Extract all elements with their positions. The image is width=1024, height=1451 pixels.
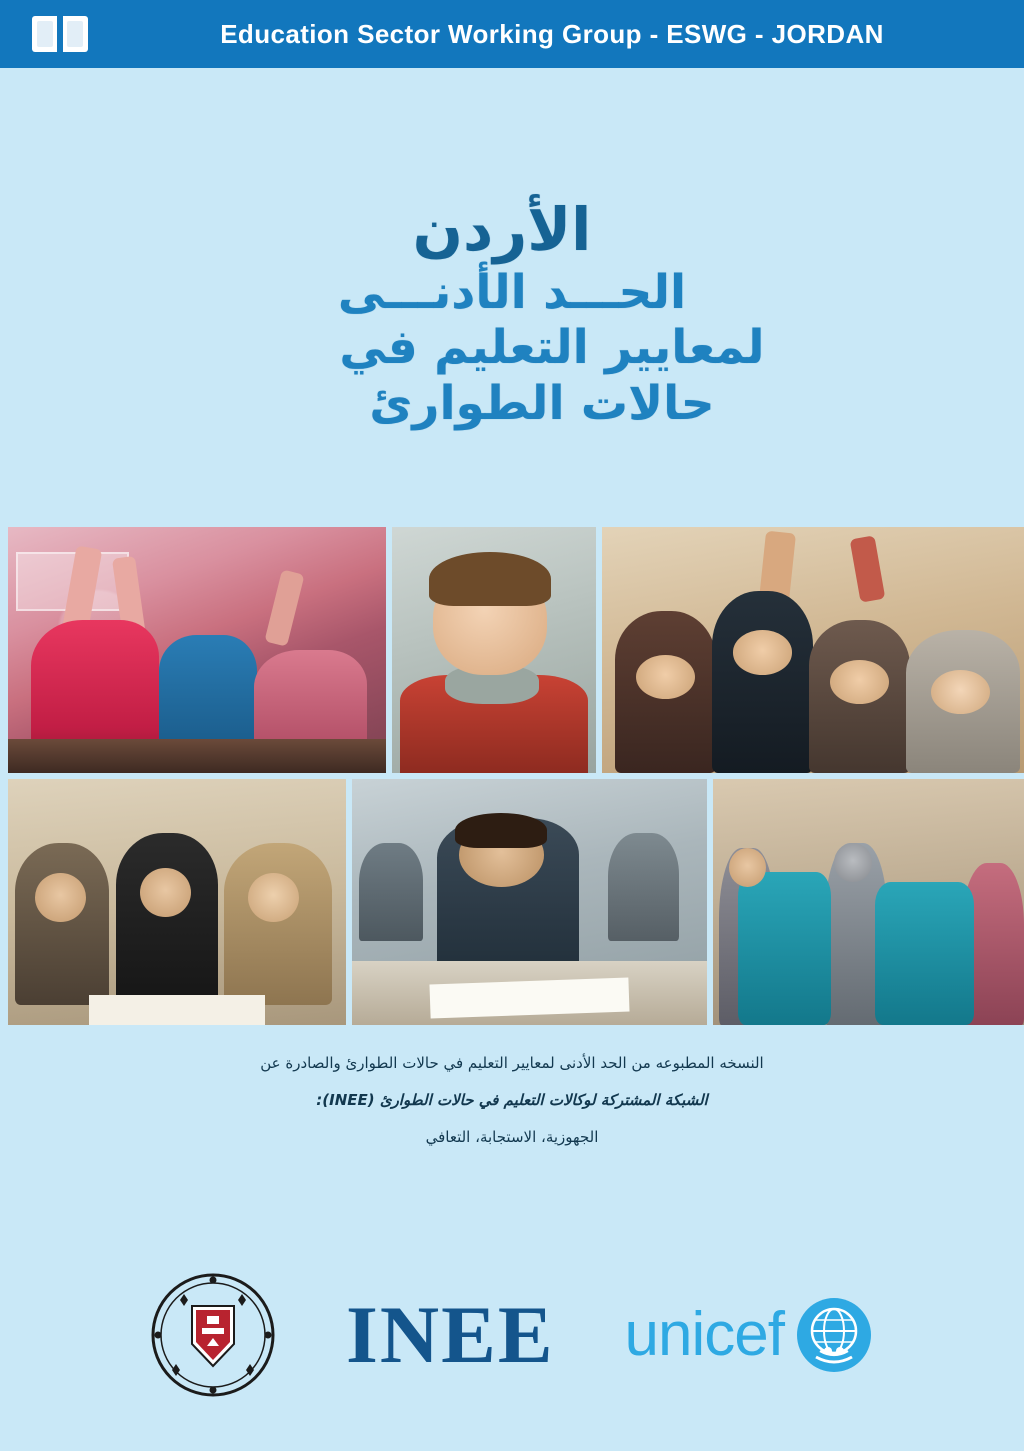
title-line-3: لمعايير التعليم في	[339, 320, 765, 376]
unicef-wordmark: unicef	[624, 1300, 784, 1369]
title-line-4: حالات الطوارئ	[369, 375, 715, 431]
unicef-globe-icon	[794, 1295, 874, 1375]
girls-in-headscarves-raising-hands	[602, 527, 1024, 773]
logo-row	[0, 1270, 1024, 1400]
cover-caption	[0, 1045, 1024, 1155]
classroom-children-raising-hands	[8, 527, 386, 773]
title-line-2: الحـــد الأدنـــى	[337, 264, 687, 320]
unicef-logo	[625, 1295, 874, 1375]
children-with-backpacks	[713, 779, 1024, 1025]
three-girls-in-tent-classroom	[8, 779, 346, 1025]
photo-row-top	[8, 527, 1024, 773]
smiling-boy-portrait	[392, 527, 596, 773]
boy-writing-at-desk	[352, 779, 707, 1025]
caption-line-1: النسخه المطبوعه من الحد الأدنى لمعايير التعليم في حالات الطوارئ والصادرة عن	[260, 1054, 764, 1072]
page-title	[0, 195, 1024, 431]
photo-collage	[8, 527, 1024, 1031]
title-line-1: الأردن	[412, 195, 592, 264]
open-book-icon	[0, 12, 120, 56]
caption-line-3: الجهوزية، الاستجابة، التعافي	[425, 1127, 599, 1146]
inee-logo: INEE	[346, 1289, 555, 1380]
caption-line-2: الشبكة المشتركة لوكالات التعليم في حالات الطوارئ (INEE):	[316, 1090, 708, 1109]
photo-row-bottom	[8, 779, 1024, 1025]
jordan-ministry-of-education-logo	[150, 1272, 276, 1398]
header-title: Education Sector Working Group - ESWG - JORDAN	[220, 18, 884, 49]
header-bar	[0, 0, 1024, 68]
